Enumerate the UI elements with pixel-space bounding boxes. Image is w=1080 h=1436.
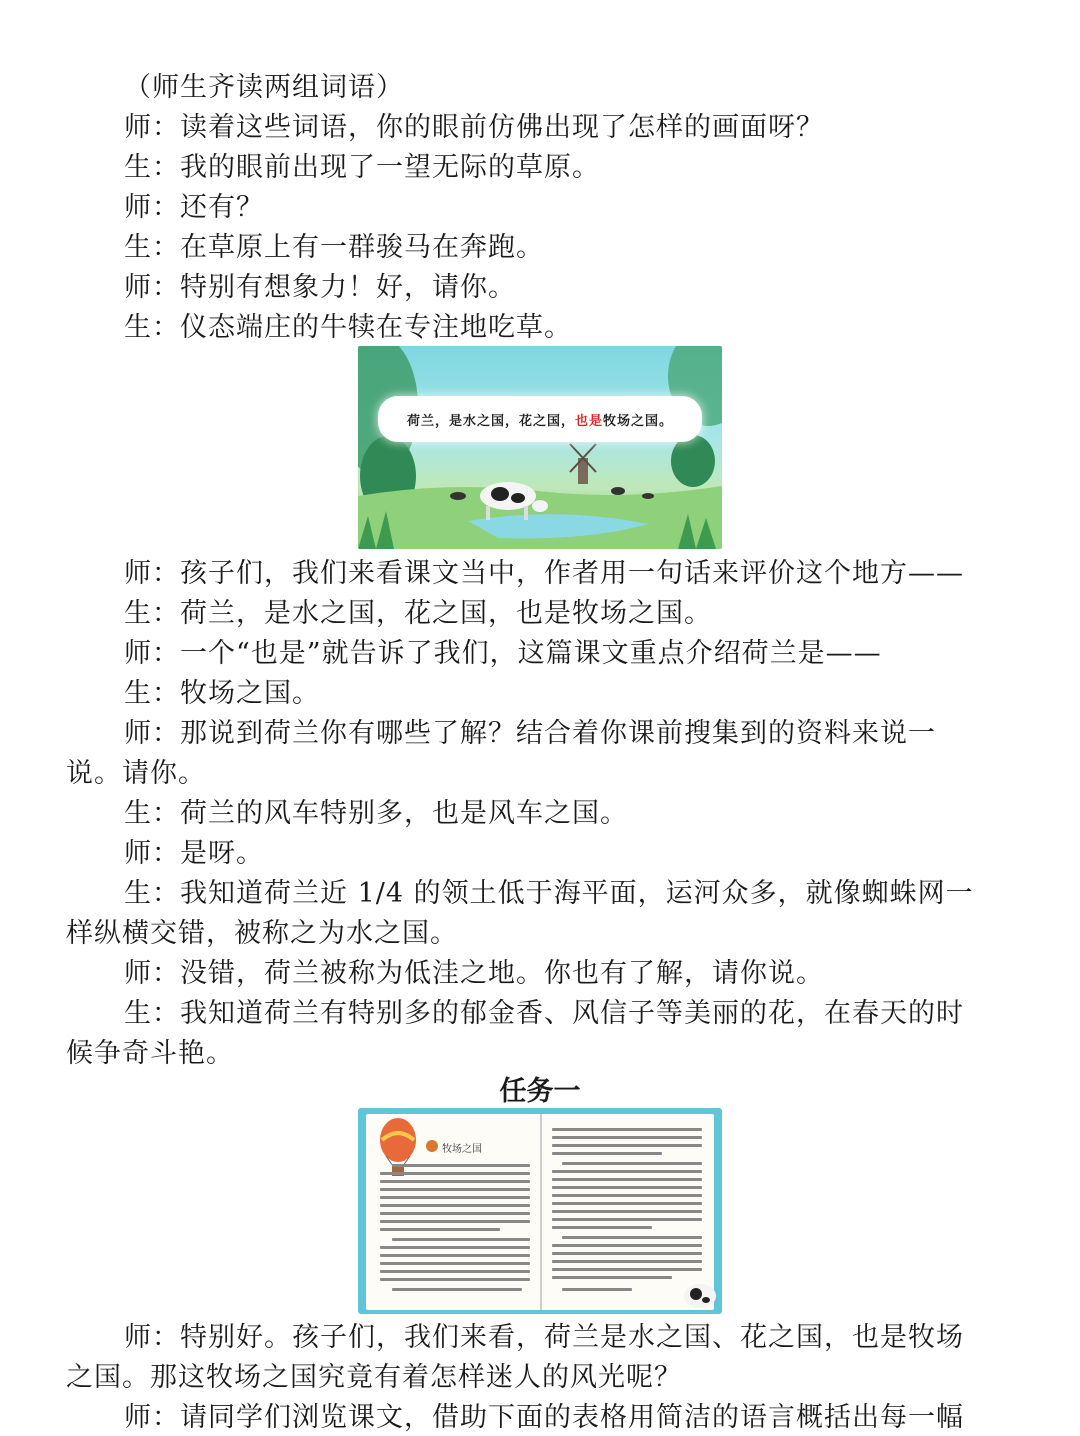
book-spine bbox=[540, 1114, 542, 1310]
text-line: 生：仪态端庄的牛犊在专注地吃草。 bbox=[124, 312, 572, 343]
text-line: 师：孩子们，我们来看课文当中，作者用一句话来评价这个地方—— bbox=[124, 558, 964, 589]
text-line: 生：我知道荷兰近 1/4 的领土低于海平面，运河众多，就像蜘蛛网一 bbox=[124, 878, 974, 909]
task-heading: 任务一 bbox=[499, 1076, 581, 1107]
text-line: 师：一个“也是”就告诉了我们，这篇课文重点介绍荷兰是—— bbox=[124, 638, 882, 669]
text-line: 师：没错，荷兰被称为低洼之地。你也有了解，请你说。 bbox=[124, 958, 824, 989]
text-line: 师：特别有想象力！好，请你。 bbox=[124, 272, 516, 303]
text-line: 候争奇斗艳。 bbox=[66, 1038, 234, 1069]
text-line: 师：特别好。孩子们，我们来看，荷兰是水之国、花之国，也是牧场 bbox=[124, 1322, 964, 1353]
text-line: 说。请你。 bbox=[66, 758, 206, 789]
slide-banner bbox=[378, 396, 702, 442]
banner-text-end: 牧场之国。 bbox=[603, 413, 674, 429]
text-line: 师：请同学们浏览课文，借助下面的表格用简洁的语言概括出每一幅 bbox=[124, 1402, 964, 1433]
text-line: 生：在草原上有一群骏马在奔跑。 bbox=[124, 232, 544, 263]
banner-text: 荷兰，是水之国，花之国， bbox=[406, 413, 575, 429]
text-line: 生：荷兰，是水之国，花之国，也是牧场之国。 bbox=[124, 598, 712, 629]
text-line: 生：荷兰的风车特别多，也是风车之国。 bbox=[124, 798, 628, 829]
cow-icon bbox=[678, 1274, 718, 1314]
textbook-illustration bbox=[358, 1108, 722, 1314]
text-line: 生：我的眼前出现了一望无际的草原。 bbox=[124, 152, 600, 183]
text-line: （师生齐读两组词语） bbox=[124, 72, 404, 103]
text-line: 师：是呀。 bbox=[124, 838, 264, 869]
text-line: 师：还有？ bbox=[124, 192, 264, 223]
pasture-illustration bbox=[358, 346, 722, 549]
text-line: 师：那说到荷兰你有哪些了解？结合着你课前搜集到的资料来说一 bbox=[124, 718, 936, 749]
text-line: 师：读着这些词语，你的眼前仿佛出现了怎样的画面呀？ bbox=[124, 112, 824, 143]
text-line: 之国。那这牧场之国究竟有着怎样迷人的风光呢？ bbox=[66, 1362, 682, 1393]
lesson-title: 牧场之国 bbox=[442, 1144, 482, 1155]
banner-highlight: 也是 bbox=[574, 413, 603, 429]
text-line: 生：我知道荷兰有特别多的郁金香、风信子等美丽的花，在春天的时 bbox=[124, 998, 964, 1029]
text-line: 样纵横交错，被称之为水之国。 bbox=[66, 918, 458, 949]
textbook-spread bbox=[366, 1114, 714, 1310]
text-line: 生：牧场之国。 bbox=[124, 678, 320, 709]
